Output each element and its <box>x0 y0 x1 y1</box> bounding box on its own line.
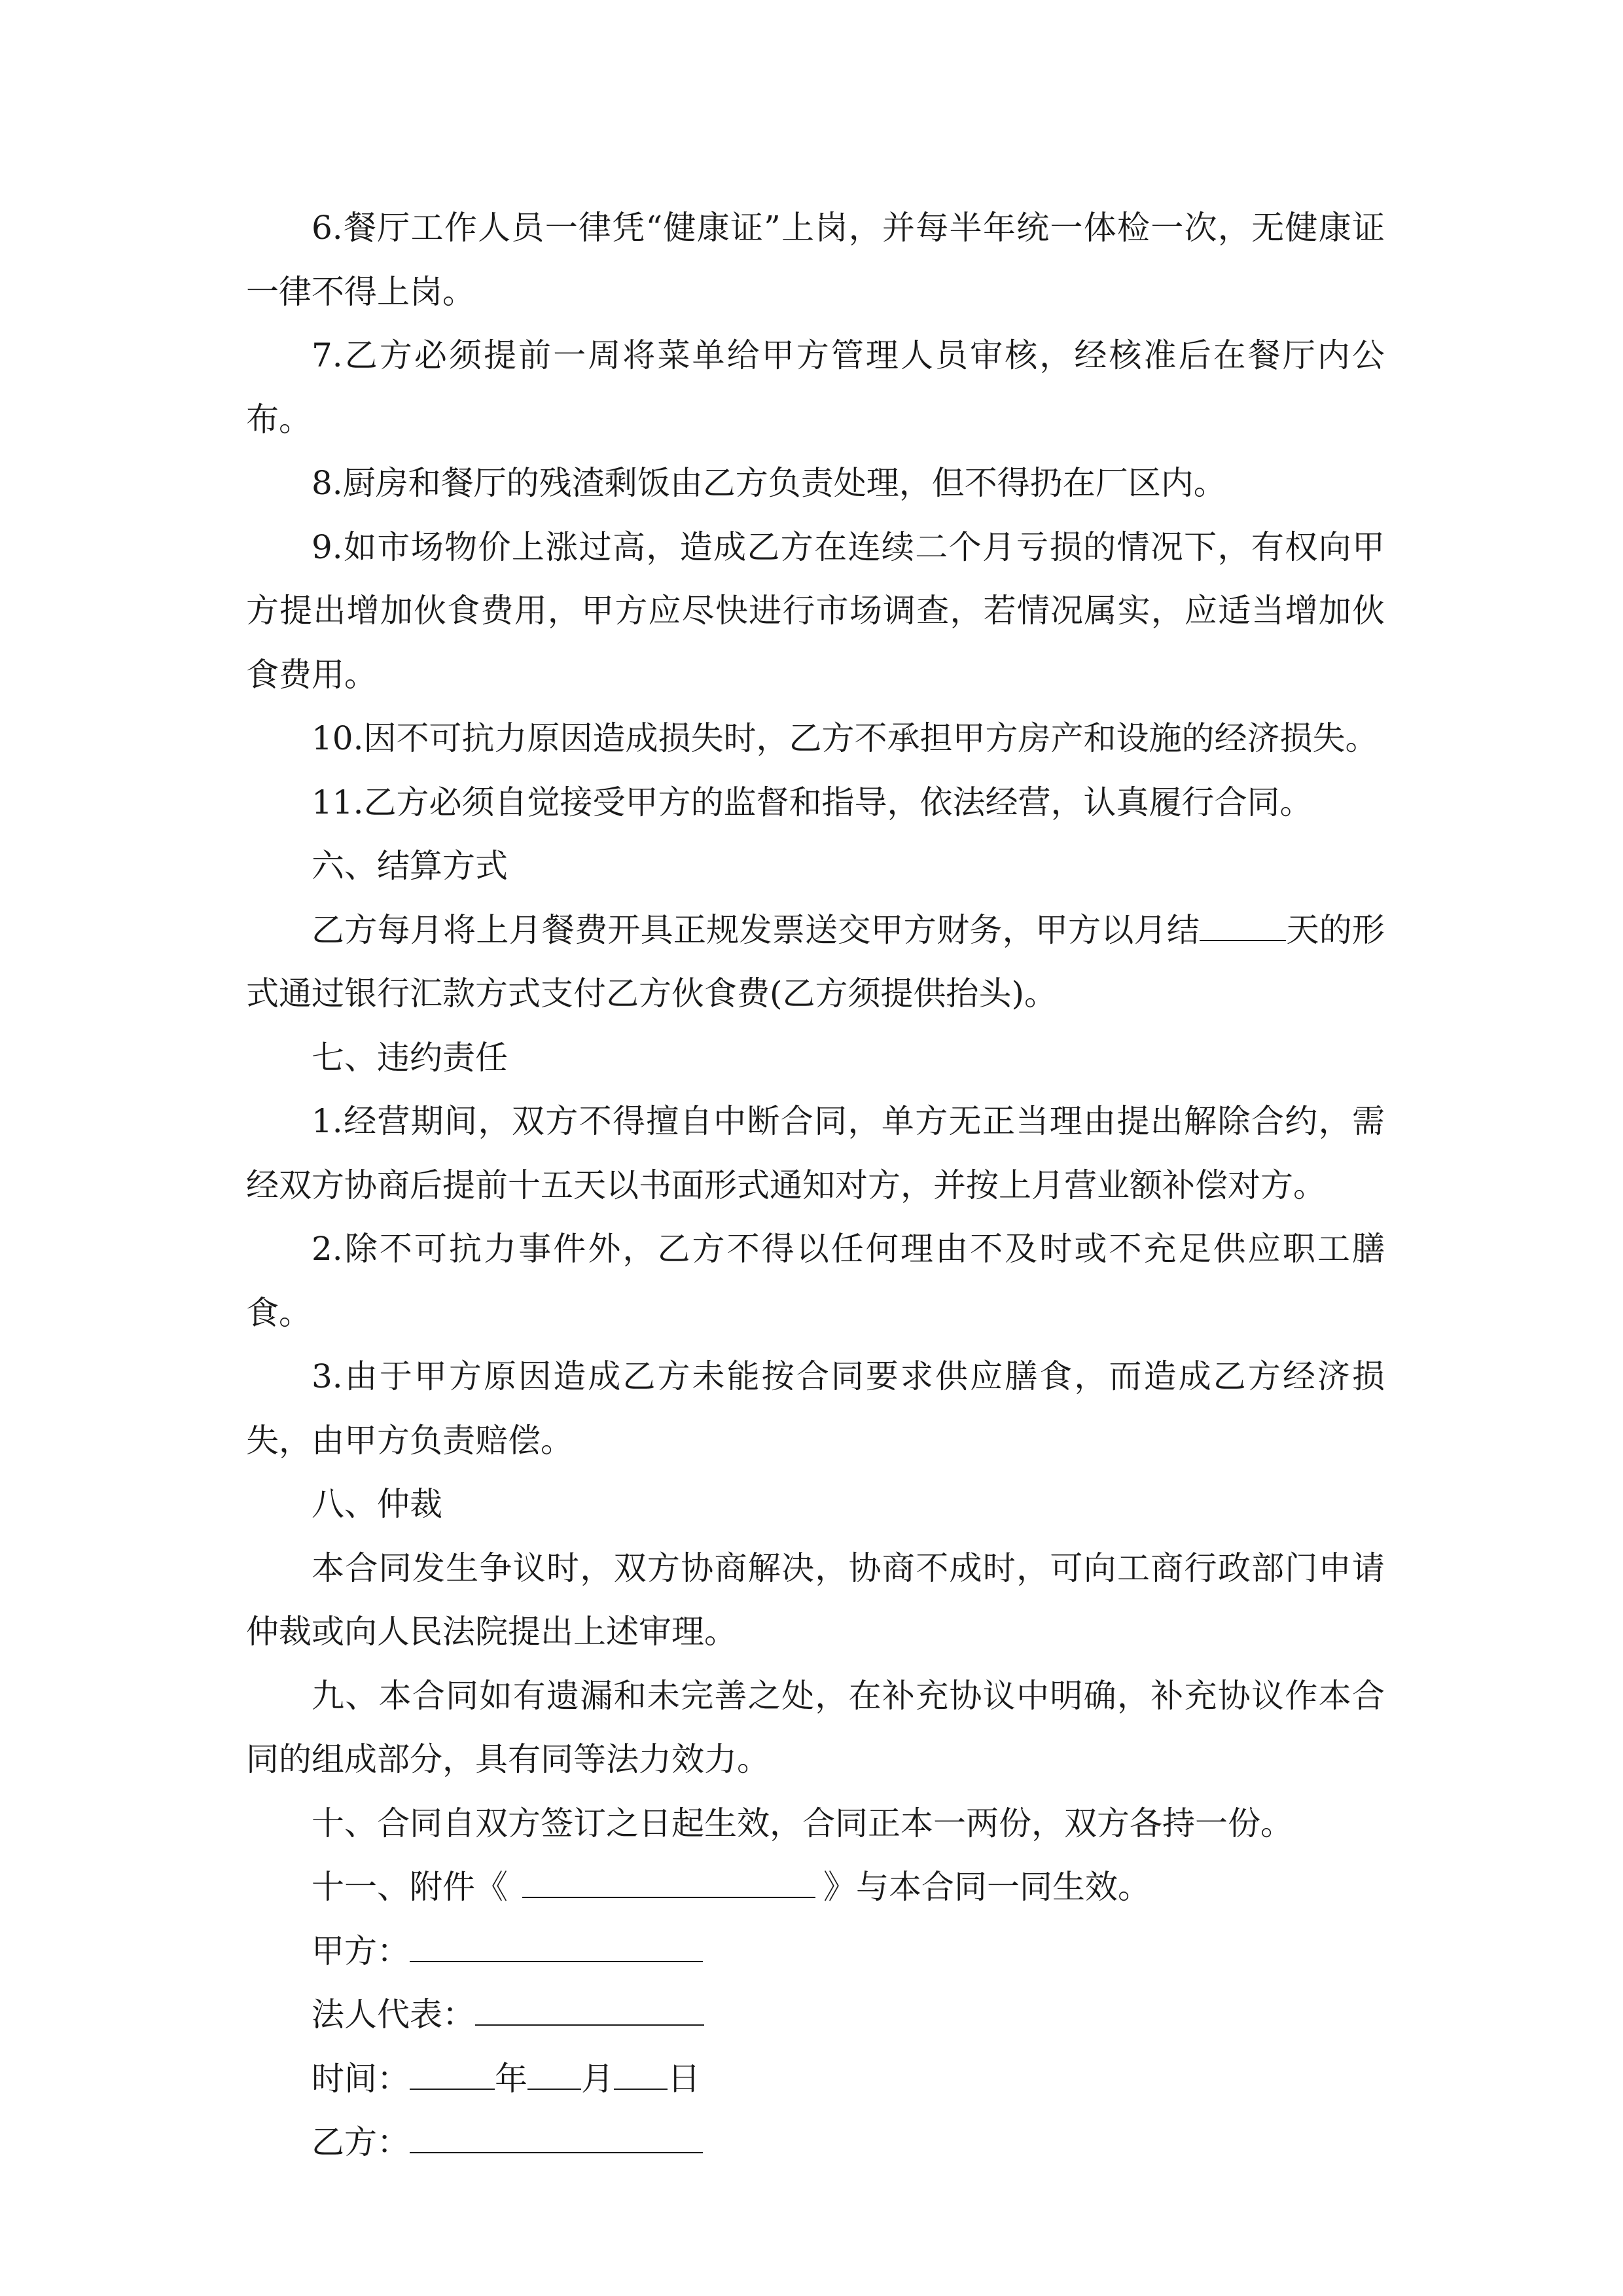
breach-clause-1: 1.经营期间，双方不得擅自中断合同，单方无正当理由提出解除合约，需经双方协商后提前十五天以书面形式通知对方，并按上月营业额补偿对方。 <box>246 1102 1385 1204</box>
year-label: 年 <box>495 2059 527 2098</box>
clause-6: 6.餐厅工作人员一律凭“健康证”上岗，并每半年统一体检一次，无健康证一律不得上岗。 <box>246 209 1385 311</box>
section-10: 十、合同自双方签订之日起生效，合同正本一两份，双方各持一份。 <box>312 1804 1293 1842</box>
party-a-line <box>246 1920 1385 1984</box>
settlement-days-blank <box>1200 907 1286 941</box>
month-blank <box>527 2056 581 2090</box>
attachment-name-blank <box>522 1864 815 1898</box>
attachment-before: 十一、附件《 <box>312 1868 508 1906</box>
party-b-label: 乙方： <box>312 2123 410 2161</box>
clause-7: 7.乙方必须提前一周将菜单给甲方管理人员审核，经核准后在餐厅内公布。 <box>246 336 1385 439</box>
party-a-blank <box>410 1928 703 1962</box>
attachment-after: 》与本合同一同生效。 <box>823 1868 1150 1906</box>
legal-rep-blank <box>475 1992 704 2026</box>
clause-11: 11.乙方必须自觉接受甲方的监督和指导，依法经营，认真履行合同。 <box>312 783 1313 821</box>
contract-body <box>246 196 1385 2175</box>
day-label: 日 <box>668 2059 700 2098</box>
settlement-text <box>246 899 1385 1026</box>
month-label: 月 <box>581 2059 614 2098</box>
section-heading-settlement: 六、结算方式 <box>312 847 508 885</box>
section-11-attachment <box>246 1856 1385 1920</box>
time-label: 时间： <box>312 2059 410 2098</box>
date-line <box>246 2047 1385 2111</box>
section-9: 九、本合同如有遗漏和未完善之处，在补充协议中明确，补充协议作本合同的组成部分，具有同等法力效力。 <box>246 1676 1385 1778</box>
party-b-line <box>246 2111 1385 2175</box>
legal-rep-line <box>246 1983 1385 2047</box>
year-blank <box>410 2056 495 2090</box>
settlement-before: 乙方每月将上月餐费开具正规发票送交甲方财务，甲方以月结 <box>312 910 1200 949</box>
day-blank <box>614 2056 668 2090</box>
party-a-label: 甲方： <box>312 1931 410 1970</box>
settlement-after: 天的形式通过银行汇款方式支付乙方伙食费(乙方须提供抬头)。 <box>246 910 1385 1013</box>
party-b-blank <box>410 2119 703 2153</box>
clause-9: 9.如市场物价上涨过高，造成乙方在连续二个月亏损的情况下，有权向甲方提出增加伙食费用，甲方应尽快进行市场调查，若情况属实，应适当增加伙食费用。 <box>246 528 1385 694</box>
clause-10: 10.因不可抗力原因造成损失时，乙方不承担甲方房产和设施的经济损失。 <box>312 719 1378 757</box>
breach-clause-3: 3.由于甲方原因造成乙方未能按合同要求供应膳食，而造成乙方经济损失，由甲方负责赔偿。 <box>246 1357 1385 1460</box>
section-heading-breach: 七、违约责任 <box>312 1038 508 1077</box>
clause-8: 8.厨房和餐厅的残渣剩饭由乙方负责处理，但不得扔在厂区内。 <box>312 464 1226 502</box>
legal-rep-label: 法人代表： <box>312 1996 475 2034</box>
arbitration-text: 本合同发生争议时，双方协商解决，协商不成时，可向工商行政部门申请仲裁或向人民法院提出上述审理。 <box>246 1549 1385 1651</box>
breach-clause-2: 2.除不可抗力事件外，乙方不得以任何理由不及时或不充足供应职工膳食。 <box>246 1230 1385 1332</box>
section-heading-arbitration: 八、仲裁 <box>312 1485 442 1523</box>
